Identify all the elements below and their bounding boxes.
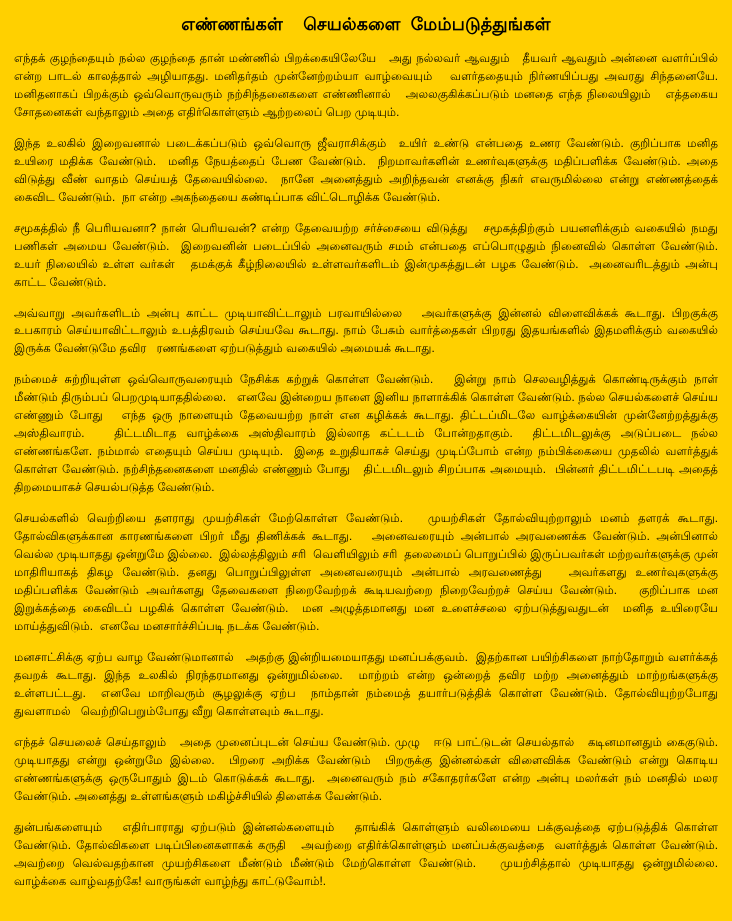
paragraph-8: எந்தச் செயலைச் செய்தாலும் அதை முனைப்புடன் செய்ய வேண்டும். முழு ஈடு பாட்டுடன் செயல்தால் கடினமானதும் கைகுடும். முடியாதது என்று ஒன்றுமே இல்லை. பிறரை அறிக்க வேண்டும் பிறருக்கு இன்னல்கள் விளைவிக்க வேண்டும் என்று கொடிய எண்ணங்களுக்கு ஒருபோதும் இடம் கொடுக்கக் கூடாது. அனைவரும் நம் சகோதரர்களே என்ற அன்பு மலர்கள் நம் மனதில் மலர வேண்டும். அனைத்து உள்ளங்களும் மகிழ்ச்சியில் திளைக்க வேண்டும். (14, 735, 725, 803)
paragraph-6: செயல்களில் வெற்றியை தளராது முயற்சிகள் மேற்கொள்ள வேண்டும். முயற்சிகள் தோல்வியுற்றாலும் மனம் தளரக் கூடாது. தோல்விகளுக்கான காரணங்களை பிறர் மீது திணிக்கக் கூடாது. அனைவரையும் அன்பால் அரவணைக்க வேண்டும். அன்பினால் வெல்ல முடியாதது ஒன்றுமே இல்லை. இல்லத்திலும் சரி வெளியிலும் சரி தலைமைப் பொறுப்பில் இருப்பவர்கள் மற்றவர்களுக்கு முன் மாதிரியாகத் திகழ வேண்டும். தனது பொறுப்பிலுள்ள அனைவரையும் அன்பால் அரவணைத்து அவர்களது உணர்வுகளுக்கு மதிப்பளிக்க வேண்டும் அவர்களது தேவைகளை நிறைவேற்றக் கூடியவற்றை நிறைவேற்றச் செய்ய வேண்டும். குறிப்பாக மன இறுக்கத்தை கைவிடப் பழகிக் கொள்ள வேண்டும். மன அழுத்தமானது மன உளைச்சலை ஏற்படுத்துவதுடன் மனித உயிரையே மாய்த்துவிடும். எனவே மனசார்ச்சிப்படி நடக்க வேண்டும். (14, 512, 722, 633)
paragraph-1: எந்தக் குழந்தையும் நல்ல குழந்தை தான் மண்ணில் பிறக்கையிலேயே அது நல்லவர் ஆவதும் தீயவர் ஆவதும் அன்னை வளர்ப்பில் என்ற பாடல் காலத்தால் அழியாதது. மனிதர்தம் முன்னேற்றம்யா வாழ்வையும் வளர்ததையும் நிர்ணயிப்பது அவரது சிந்தனையே. மனிதனாகப் பிறக்கும் ஒவ்வொருவரும் நற்சிந்தனைகளை எண்ணினால் அலலகுகிக்கப்படும் மனதை எந்த நிலையிலும் எத்தகைய சோதனைகள் வந்தாலும் அதை எதிர்கொள்ளும் ஆற்றலைப் பெற முடியும். (14, 51, 725, 119)
paragraph-9: துன்பங்களையும் எதிர்பாராது ஏற்படும் இன்னல்களையும் தாங்கிக் கொள்ளும் வலிமையை பக்குவத்தை ஏற்படுத்திக் கொள்ள வேண்டும். தோல்விகளை படிப்பினைகளாகக் கருதி அவற்றை எதிர்க்கொள்ளும் மனப்பக்குவத்தை வளர்த்துக் கொள்ள வேண்டும். அவற்றை வெல்வதற்கான முயற்சிகளை மீண்டும் மீண்டும் மேற்கொள்ள வேண்டும். முயற்சித்தால் முடியாதது ஒன்றுமில்லை. வாழ்க்கை வாழ்வதற்கே! வாருங்கள் வாழ்ந்து காட்டுவோம்!. (14, 820, 729, 888)
paragraph-3: சமூகத்தில் நீ பெரியவனா? நான் பெரியவன்? என்ற தேவையற்ற சர்ச்சையை விடுத்து சமூகத்திற்கும் பயனளிக்கும் வகையில் நமது பணிகள் அமைய வேண்டும். இறைவனின் படைப்பில் அனைவரும் சமம் என்பதை எப்பொழுதும் நினைவில் கொள்ள வேண்டும். உயர் நிலையில் உள்ள வர்கள் தமக்குக் கீழ்நிலையில் உள்ளவர்களிடம் இன்முகத்துடன் பழக வேண்டும். அனைவரிடத்தும் அன்பு காட்ட வேண்டும். (14, 221, 722, 289)
paragraph-4: அவ்வாறு அவர்களிடம் அன்பு காட்ட முடியாவிட்டாலும் பரவாயில்லை அவர்களுக்கு இன்னல் விளைவிக்கக் கூடாது. பிறகுக்கு உபகாரம் செய்யாவிட்டாலும் உபத்திரவம் செய்யவே கூடாது. நாம் பேசும் வார்த்தைகள் பிறரது இதயங்களில் இதமளிக்கும் வகையில் இருக்க வேண்டுமே தவிர ரணங்களை ஏற்படுத்தும் வகையில் அமையக் கூடாது. (14, 306, 722, 356)
paragraph-5: நம்மைச் சுற்றியுள்ள ஒவ்வொருவரையும் நேசிக்க கற்றுக் கொள்ள வேண்டும். இன்று நாம் செலவழித்துக் கொண்டிருக்கும் நாள் மீண்டும் திரும்பப் பெறமுடியாததில்லை. எனவே இன்றைய நாளை இனிய நாளாக்கிக் கொள்ள வேண்டும். நல்ல செயல்களைச் செய்ய எண்ணும் போது எந்த ஒரு நாளையும் தேவையற்ற நாள் என கழிக்கக் கூடாது. திட்டப்மிடலே வாழ்க்கையின் முன்னேற்றத்துக்கு அஸ்திவாரம். திட்டமிடாத வாழ்க்கை அஸ்திவாரம் இல்லாத கட்டடம் போன்றதாகும். திட்டமிடலுக்கு அடுப்படை நல்ல எண்ணங்களே. நம்மால் எதையும் செய்ய முடியும். இதை உறுதியாகச் செய்து முடிப்போம் என்ற நம்பிக்கையை முதலில் வளர்த்துக் கொள்ள வேண்டும். நற்சிந்தனைகளை மனதில் எண்ணும் போது திட்டமிடலும் சிறப்பாக அமையும். பின்னர் திட்டமிட்டபடி அதைத் திறமையாகச் செயல்படுத்த வேண்டும். (14, 373, 725, 495)
paragraph-7: மனசாட்சிக்கு ஏற்ப வாழ வேண்டுமானால் அதற்கு இன்றியமையாதது மனப்பக்குவம். இதற்கான பயிற்சிகளை நாற்தோறும் வளர்க்கத் தவறக் கூடாது. இந்த உலகில் நிரந்தரமானது ஒன்றுமில்லை. மாற்றம் என்ற ஒன்றைத் தவிர மற்ற அனைத்தும் மாற்றங்களுக்கு உள்ளபட்டது. எனவே மாறிவரும் சூழலுக்கு ஏற்ப நாம்தான் நம்மைத் தயார்படுத்திக் கொள்ள வேண்டும். தோல்வியுற்றபோது துவளாமல் வெற்றிபெறும்போது வீறு கொள்ளவும் கூடாது. (14, 650, 722, 718)
document-body (14, 50, 729, 891)
paragraph-2: இந்த உலகில் இறைவனால் படைக்கப்படும் ஒவ்வொரு ஜீவராசிக்கும் உயிர் உண்டு என்பதை உணர வேண்டும். குறிப்பாக மனித உயிரை மதிக்க வேண்டும். மனித நேயத்தைப் பேண வேண்டும். நிறமாவர்களின் உணர்வுகளுக்கு மதிப்பளிக்க வேண்டும். அதை விடுத்து வீண் வாதம் செய்யத் தேவையில்லை. நானே அனைத்தும் அறிந்தவன் எனக்கு நிகர் எவருமில்லை என்று எண்ணத்தைக் கைவிட வேண்டும். நா என்ற அகந்தையை கண்டிப்பாக விட்டொழிக்க வேண்டும். (14, 136, 722, 204)
page-title: எண்ணங்கள் செயல்களை மேம்படுத்துங்கள் (181, 14, 551, 34)
